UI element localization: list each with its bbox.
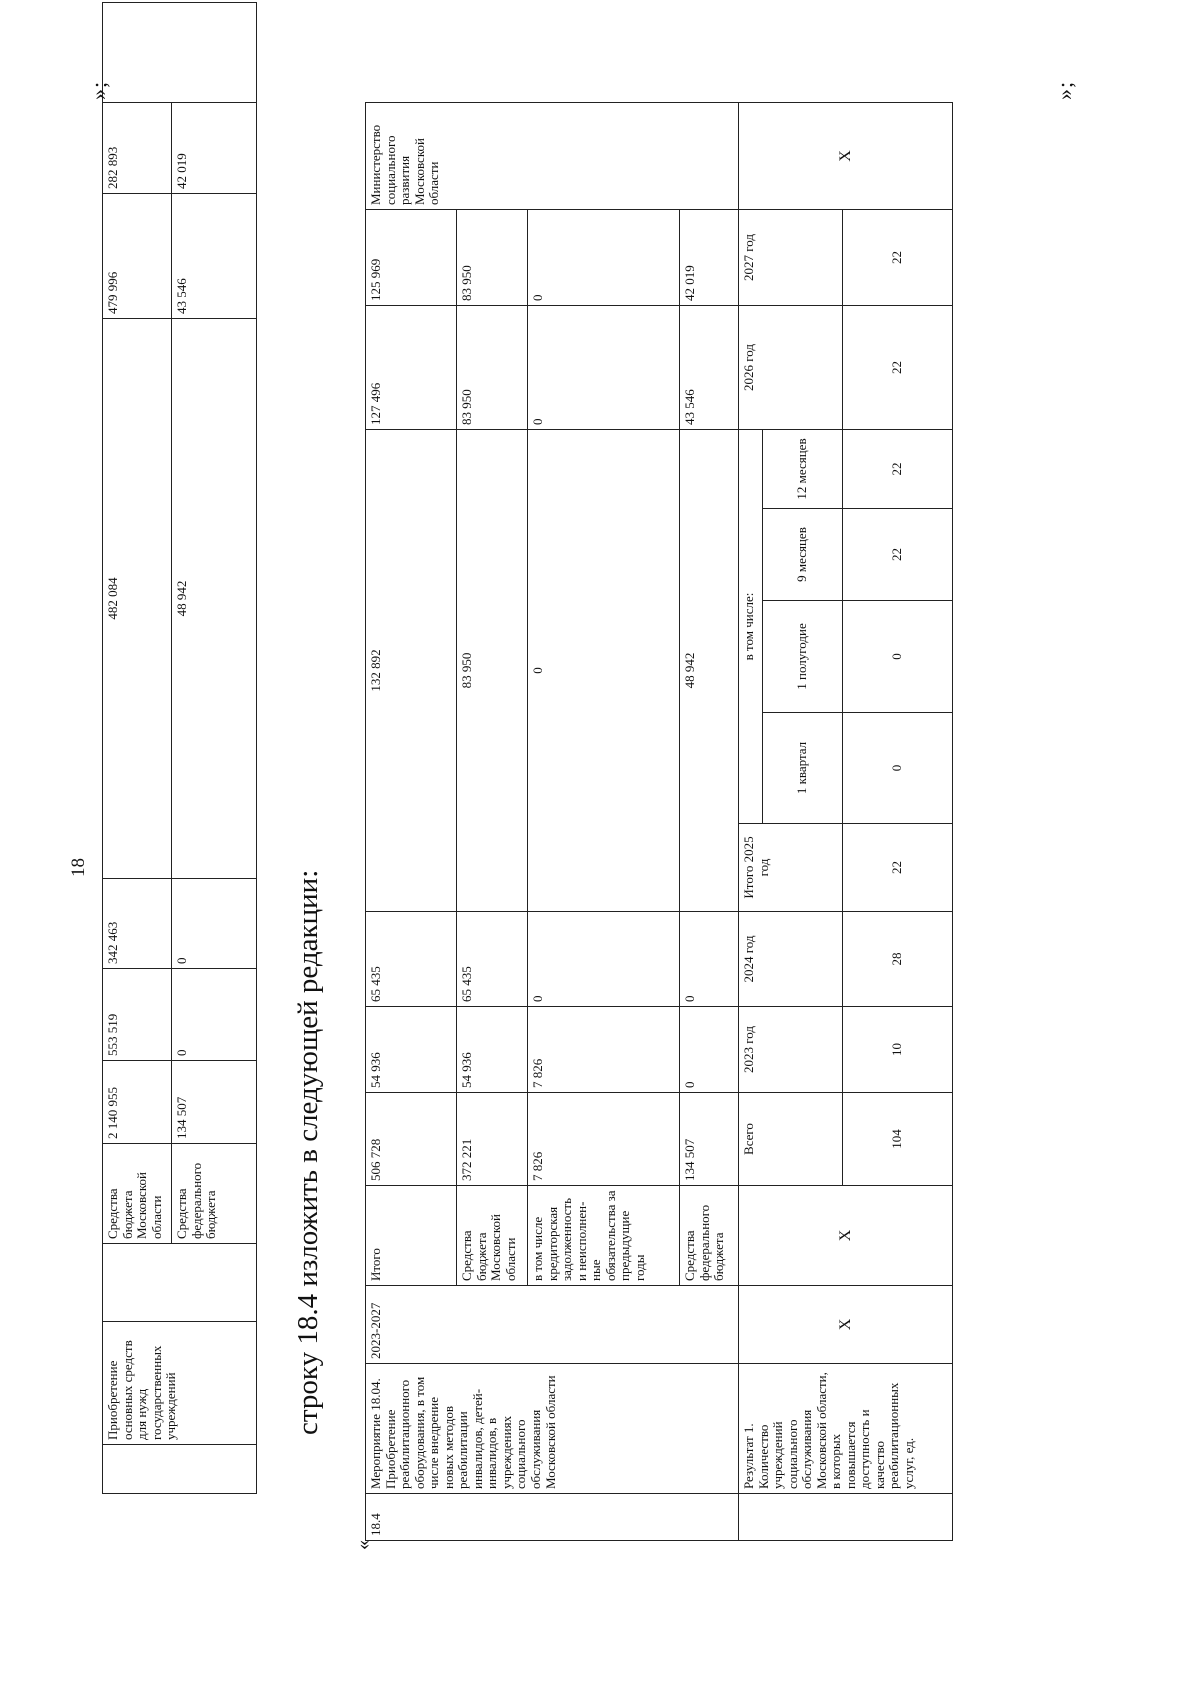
row-18-4-table xyxy=(365,102,953,1541)
val-total-0: 506 728 xyxy=(366,1093,457,1186)
top-2024-1: 342 463 xyxy=(103,879,172,969)
top-total-1: 2 140 955 xyxy=(103,1061,172,1144)
hdr-2025: Итого 2025 год xyxy=(739,824,843,912)
top-2027-2: 42 019 xyxy=(172,103,257,194)
top-num-cell xyxy=(103,1445,257,1494)
top-period-cell xyxy=(103,1244,257,1322)
hdr-total: Всего xyxy=(739,1093,843,1186)
res-2026: 22 xyxy=(843,306,953,430)
executor: Министерство социального развития Московской области xyxy=(366,103,739,210)
res-2025: 22 xyxy=(843,824,953,912)
val-2027-1: 83 950 xyxy=(457,210,528,306)
val-2027-2: 0 xyxy=(528,210,680,306)
val-2024-3: 0 xyxy=(680,912,739,1007)
top-2027-1: 282 893 xyxy=(103,103,172,194)
top-table xyxy=(102,2,257,1494)
hdr-2024: 2024 год xyxy=(739,912,843,1007)
val-2025-1: 83 950 xyxy=(457,430,528,912)
val-2023-2: 7 826 xyxy=(528,1007,680,1093)
val-2024-2: 0 xyxy=(528,912,680,1007)
res-2027: 22 xyxy=(843,210,953,306)
val-2025-2: 0 xyxy=(528,430,680,912)
top-closing-quote: »; xyxy=(86,80,111,100)
val-2024-1: 65 435 xyxy=(457,912,528,1007)
val-2023-0: 54 936 xyxy=(366,1007,457,1093)
val-total-1: 372 221 xyxy=(457,1093,528,1186)
top-source-2: Средства федерального бюджета xyxy=(172,1144,257,1244)
val-2026-0: 127 496 xyxy=(366,306,457,430)
measure-period: 2023-2027 xyxy=(366,1286,739,1364)
top-2025-1: 482 084 xyxy=(103,319,172,879)
source-arrears: в том числе кредиторская задолженность и неисполнен-ные обязательства за предыдущие годы xyxy=(528,1186,680,1286)
source-regional: Средства бюджета Московской области xyxy=(457,1186,528,1286)
val-2025-0: 132 892 xyxy=(366,430,457,912)
res-h1: 0 xyxy=(843,601,953,713)
hdr-9m: 9 месяцев xyxy=(763,509,843,601)
top-2025-2: 48 942 xyxy=(172,319,257,879)
val-2026-3: 43 546 xyxy=(680,306,739,430)
open-quote: « xyxy=(352,1540,374,1550)
top-2024-2: 0 xyxy=(172,879,257,969)
source-federal: Средства федерального бюджета xyxy=(680,1186,739,1286)
top-2026-1: 479 996 xyxy=(103,194,172,319)
top-2026-2: 43 546 xyxy=(172,194,257,319)
val-2025-3: 48 942 xyxy=(680,430,739,912)
hdr-h1: 1 полугодие xyxy=(763,601,843,713)
val-2027-3: 42 019 xyxy=(680,210,739,306)
result-label: Результат 1. Количество учреждений социального обслуживания Московской области, в которых повышается доступность и качество реабилитационных услуг, ед. xyxy=(739,1364,953,1494)
top-2023-1: 553 519 xyxy=(103,969,172,1061)
val-2026-1: 83 950 xyxy=(457,306,528,430)
hdr-2026: 2026 год xyxy=(739,306,843,430)
hdr-q1: 1 квартал xyxy=(763,713,843,824)
source-total: Итого xyxy=(366,1186,457,1286)
result-num-cell xyxy=(739,1494,953,1541)
val-total-2: 7 826 xyxy=(528,1093,680,1186)
hdr-12m: 12 месяцев xyxy=(763,430,843,509)
res-q1: 0 xyxy=(843,713,953,824)
res-total: 104 xyxy=(843,1093,953,1186)
main-closing-quote: »; xyxy=(1052,80,1077,100)
hdr-2023: 2023 год xyxy=(739,1007,843,1093)
res-9m: 22 xyxy=(843,509,953,601)
top-executor-cell xyxy=(103,3,257,103)
instruction-text: строку 18.4 изложить в следующей редакции: xyxy=(292,869,324,1435)
result-source-x: X xyxy=(739,1186,953,1286)
measure-description: Мероприятие 18.04. Приобретение реабилитационного оборудования, в том числе внедрение новых методов реабилитации инвалидов, детей-инвалидов, в учреждениях социального обслуживания Московской области xyxy=(366,1364,739,1494)
row-number: 18.4 xyxy=(366,1494,739,1541)
val-2023-3: 0 xyxy=(680,1007,739,1093)
page-number: 18 xyxy=(68,858,89,877)
val-total-3: 134 507 xyxy=(680,1093,739,1186)
res-2024: 28 xyxy=(843,912,953,1007)
top-2023-2: 0 xyxy=(172,969,257,1061)
hdr-incl: в том числе: xyxy=(739,430,763,824)
val-2024-0: 65 435 xyxy=(366,912,457,1007)
top-description: Приобретение основных средств для нужд государственных учреждений xyxy=(103,1322,257,1445)
result-executor-x: X xyxy=(739,103,953,210)
res-12m: 22 xyxy=(843,430,953,509)
hdr-2027: 2027 год xyxy=(739,210,843,306)
res-2023: 10 xyxy=(843,1007,953,1093)
val-2026-2: 0 xyxy=(528,306,680,430)
top-source-1: Средства бюджета Московской области xyxy=(103,1144,172,1244)
val-2023-1: 54 936 xyxy=(457,1007,528,1093)
result-period-x: X xyxy=(739,1286,953,1364)
top-total-2: 134 507 xyxy=(172,1061,257,1144)
val-2027-0: 125 969 xyxy=(366,210,457,306)
